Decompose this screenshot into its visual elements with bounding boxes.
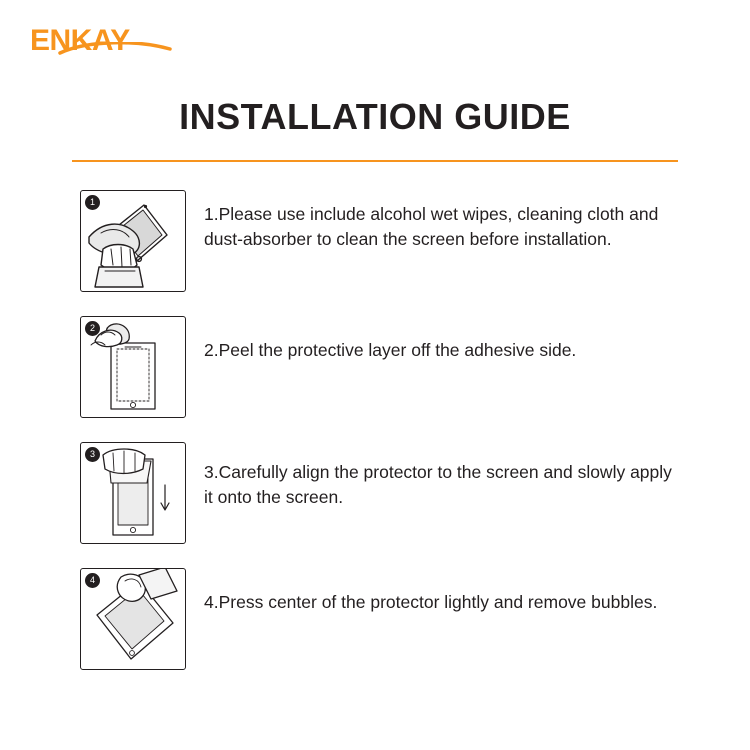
step-body: Press center of the protector lightly and remove bubbles.	[218, 592, 658, 612]
step-number: 3.	[204, 462, 219, 482]
step-text	[204, 338, 674, 363]
step-text	[204, 460, 674, 510]
aligning-protector-illustration	[80, 442, 186, 544]
step-badge: 4	[85, 573, 100, 588]
brand-wordmark: ENKAY	[30, 24, 130, 57]
page-title: INSTALLATION GUIDE	[179, 96, 571, 137]
steps-list	[0, 190, 750, 688]
list-item	[0, 316, 750, 418]
step-badge: 2	[85, 321, 100, 336]
step-body: Peel the protective layer off the adhesive side.	[218, 340, 577, 360]
step-body: Carefully align the protector to the screen and slowly apply it onto the screen.	[204, 462, 672, 507]
peeling-layer-illustration	[80, 316, 186, 418]
list-item	[0, 442, 750, 544]
title-divider	[72, 160, 678, 162]
list-item	[0, 190, 750, 292]
brand-logo	[30, 26, 130, 56]
step-number: 1.	[204, 204, 219, 224]
wiping-screen-illustration	[80, 190, 186, 292]
step-badge: 1	[85, 195, 100, 210]
step-body: Please use include alcohol wet wipes, cleaning cloth and dust-absorber to clean the screen before installation.	[204, 204, 659, 249]
step-text	[204, 202, 674, 252]
step-number: 4.	[204, 592, 219, 612]
step-badge: 3	[85, 447, 100, 462]
step-number: 2.	[204, 340, 219, 360]
step-text	[204, 590, 674, 615]
list-item	[0, 568, 750, 670]
pressing-center-illustration	[80, 568, 186, 670]
